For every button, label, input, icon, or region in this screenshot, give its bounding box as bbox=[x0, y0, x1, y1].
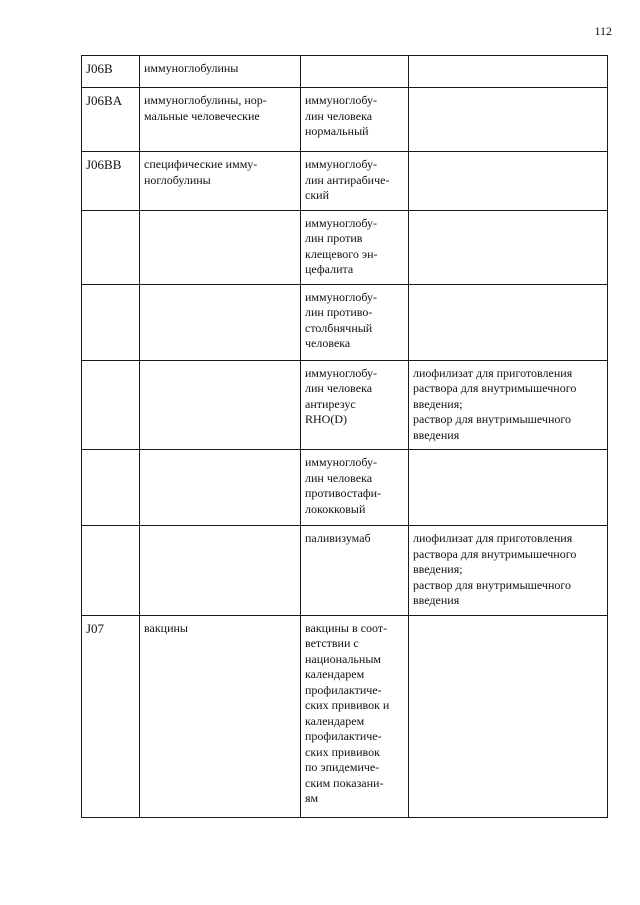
dosage-form-cell bbox=[409, 615, 608, 817]
medication-table bbox=[81, 55, 608, 818]
dosage-form-cell: лиофилизат для приготовления раствора для внутримышечного введения; раствор для внутримышечного введения bbox=[409, 526, 608, 616]
anatomical-group-cell bbox=[140, 284, 301, 360]
dosage-form-cell bbox=[409, 56, 608, 88]
drug-name-cell: иммуноглобу- лин противо- столбнячный человека bbox=[301, 284, 409, 360]
table-row bbox=[82, 615, 608, 817]
table-row bbox=[82, 88, 608, 152]
dosage-form-cell: лиофилизат для приготовления раствора для внутримышечного введения; раствор для внутримышечного введения bbox=[409, 360, 608, 450]
dosage-form-cell bbox=[409, 88, 608, 152]
anatomical-group-cell: специфические имму- ноглобулины bbox=[140, 152, 301, 211]
dosage-form-cell bbox=[409, 210, 608, 284]
table-row bbox=[82, 450, 608, 526]
drug-name-cell: вакцины в соот- ветствии с национальным календарем профилактиче- ских прививок и календарем профилактиче- ских прививок по эпидемиче- ским показани- ям bbox=[301, 615, 409, 817]
atc-code-cell bbox=[82, 284, 140, 360]
drug-name-cell: паливизумаб bbox=[301, 526, 409, 616]
drug-name-cell: иммуноглобу- лин человека противостафи- лококковый bbox=[301, 450, 409, 526]
table-row bbox=[82, 210, 608, 284]
atc-code-cell: J06B bbox=[82, 56, 140, 88]
table-row bbox=[82, 56, 608, 88]
atc-code-cell bbox=[82, 210, 140, 284]
table-row bbox=[82, 360, 608, 450]
drug-name-cell: иммуноглобу- лин человека нормальный bbox=[301, 88, 409, 152]
page-number: 112 bbox=[594, 24, 612, 38]
table-body bbox=[82, 56, 608, 818]
drug-name-cell: иммуноглобу- лин антирабиче- ский bbox=[301, 152, 409, 211]
anatomical-group-cell bbox=[140, 526, 301, 616]
atc-code-cell bbox=[82, 450, 140, 526]
dosage-form-cell bbox=[409, 284, 608, 360]
atc-code-cell bbox=[82, 526, 140, 616]
drug-name-cell: иммуноглобу- лин человека антирезус RHO(D) bbox=[301, 360, 409, 450]
atc-code-cell: J06BA bbox=[82, 88, 140, 152]
dosage-form-cell bbox=[409, 152, 608, 211]
anatomical-group-cell: иммуноглобулины, нор- мальные человеческие bbox=[140, 88, 301, 152]
anatomical-group-cell: вакцины bbox=[140, 615, 301, 817]
anatomical-group-cell bbox=[140, 450, 301, 526]
drug-name-cell: иммуноглобу- лин против клещевого эн- цефалита bbox=[301, 210, 409, 284]
anatomical-group-cell: иммуноглобулины bbox=[140, 56, 301, 88]
dosage-form-cell bbox=[409, 450, 608, 526]
drug-name-cell bbox=[301, 56, 409, 88]
anatomical-group-cell bbox=[140, 210, 301, 284]
table-row bbox=[82, 526, 608, 616]
table-row bbox=[82, 152, 608, 211]
table-row bbox=[82, 284, 608, 360]
atc-code-cell: J07 bbox=[82, 615, 140, 817]
atc-code-cell bbox=[82, 360, 140, 450]
atc-code-cell: J06BB bbox=[82, 152, 140, 211]
anatomical-group-cell bbox=[140, 360, 301, 450]
